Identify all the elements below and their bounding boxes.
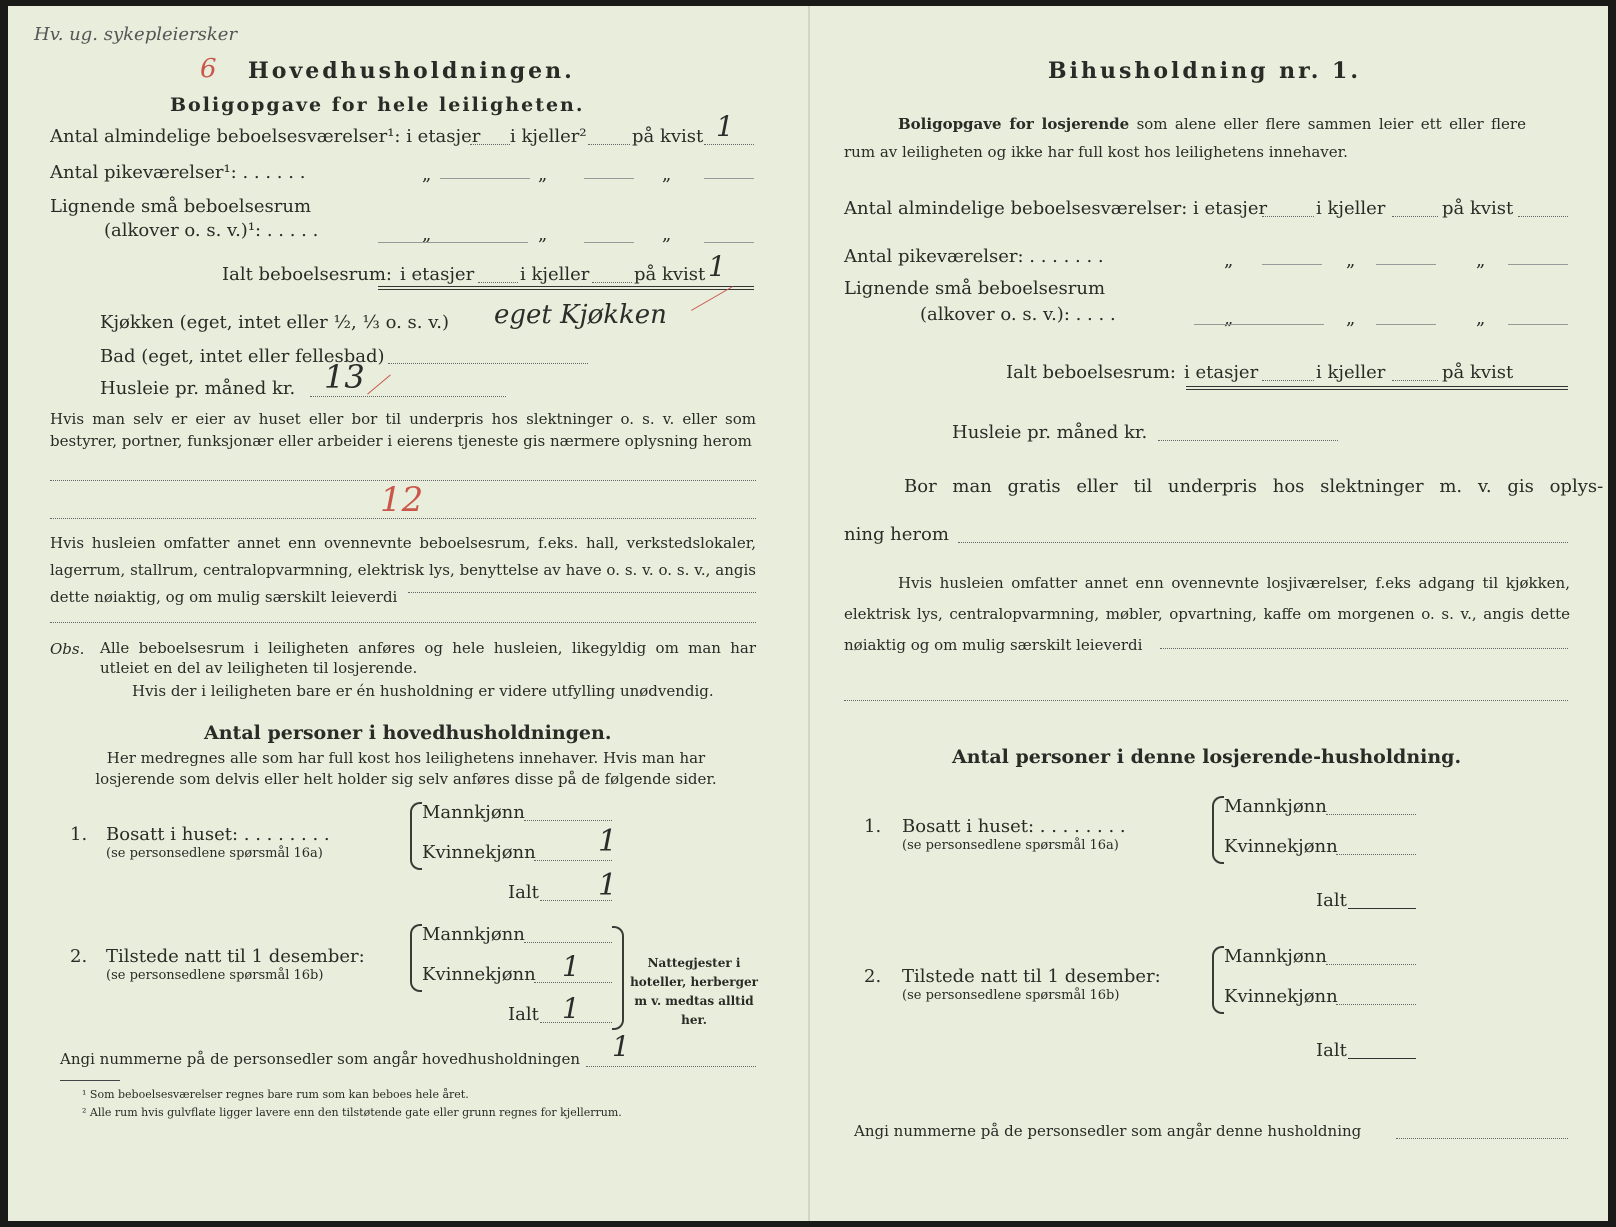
q1-male-field[interactable] xyxy=(524,820,612,821)
q2-total-label: Ialt xyxy=(508,1004,539,1025)
small-rooms-floors-field xyxy=(378,242,528,243)
r-maid-rooms-cellar-field xyxy=(1376,264,1436,265)
intro-rest: som alene eller flere sammen leier ett eller flere rum av leiligheten og ikke har full kost hos leilighetens innehaver. xyxy=(844,115,1526,161)
obs-label: Obs. xyxy=(50,640,85,658)
q1-total-value: 1 xyxy=(598,868,618,903)
r-q2-sub: (se personsedlene spørsmål 16b) xyxy=(902,988,1120,1003)
footnote-1: ¹ Som beboelsesværelser regnes bare rum som kan beboes hele året. xyxy=(82,1088,469,1101)
q2-female-value: 1 xyxy=(562,950,580,983)
r-total-rooms-label: Ialt beboelsesrum: xyxy=(1006,362,1176,383)
r-alcove-label: (alkover o. s. v.): . . . . xyxy=(920,304,1116,325)
total-underline xyxy=(378,286,754,287)
r-small-rooms-cellar-field xyxy=(1376,324,1436,325)
r-q1-female-label: Kvinnekjønn xyxy=(1224,836,1338,857)
persons-note: Her medregnes alle som har full kost hos leilighetens innehaver. Hvis man har losjerende som delvis eller helt holder sig selv anføres disse på de følgende sider. xyxy=(95,749,717,788)
total-cellar-label: i kjeller xyxy=(520,264,590,285)
r-q2-female-label: Kvinnekjønn xyxy=(1224,986,1338,1007)
r-person-numbers-label: Angi nummerne på de personsedler som angår denne husholdning xyxy=(854,1122,1362,1140)
rent-value: 13 xyxy=(324,358,365,396)
rooms-cellar-label: i kjeller² xyxy=(510,126,587,147)
r-extra-services-field[interactable] xyxy=(1160,648,1568,649)
r-q2-number: 2. xyxy=(864,966,882,987)
total-floors-label: i etasjer xyxy=(400,264,475,285)
r-small-rooms-attic-field xyxy=(1508,324,1568,325)
r-extra-services-note: Hvis husleien omfatter annet enn ovennevnte losjiværelser, f.eks adgang til kjøkken, elektrisk lys, centralopvarmning, møbler, opvartning, kaffe om morgenen o. s. v., angis dette nøiaktig og om mulig særskilt leieverdi xyxy=(844,574,1570,654)
r-rooms-ordinary-label: Antal almindelige beboelsesværelser: i etasjer xyxy=(844,198,1268,219)
total-underline-double xyxy=(378,289,754,290)
r-q1-brace xyxy=(1212,796,1224,864)
page-fold xyxy=(808,6,810,1221)
maid-rooms-label: Antal pikeværelser¹: . . . . . . xyxy=(50,162,306,183)
q1-total-label: Ialt xyxy=(508,882,539,903)
r-q2-label: Tilstede natt til 1 desember: xyxy=(902,966,1161,987)
ditto-mark: „ xyxy=(538,164,548,185)
person-numbers-field[interactable] xyxy=(586,1066,756,1067)
footnote-rule xyxy=(60,1080,120,1081)
owner-note: Hvis man selv er eier av huset eller bor til underpris hos slektninger o. s. v. eller som bestyrer, portner, funksjonær eller arbeider i eierens tjeneste gis nærmere oplysning herom xyxy=(50,410,756,450)
r-q1-female-field[interactable] xyxy=(1336,854,1416,855)
r-total-cellar-field[interactable] xyxy=(1392,380,1438,381)
r-small-rooms-label: Lignende små beboelsesrum xyxy=(844,278,1106,299)
rooms-ordinary-label: Antal almindelige beboelsesværelser¹: i etasjer xyxy=(50,126,481,147)
r-rooms-attic-field[interactable] xyxy=(1518,216,1568,217)
r-total-floors-label: i etasjer xyxy=(1184,362,1259,383)
ditto-mark: „ xyxy=(422,164,432,185)
r-q1-male-label: Mannkjønn xyxy=(1224,796,1327,817)
person-numbers-value: 1 xyxy=(612,1030,630,1063)
small-rooms-cellar-field xyxy=(584,242,634,243)
q2-male-label: Mannkjønn xyxy=(422,924,525,945)
q1-female-value: 1 xyxy=(598,824,618,859)
r-maid-rooms-floors-field xyxy=(1262,264,1322,265)
q1-brace xyxy=(410,802,422,870)
r-free-note-field[interactable] xyxy=(958,542,1568,543)
total-attic-value: 1 xyxy=(708,250,726,283)
r-rooms-floors-field[interactable] xyxy=(1262,216,1314,217)
extra-services-field-2[interactable] xyxy=(50,622,756,623)
total-cellar-field[interactable] xyxy=(592,282,632,283)
persons-heading: Antal personer i hovedhusholdningen. xyxy=(204,722,612,744)
q2-number: 2. xyxy=(70,946,88,967)
r-q1-total-field[interactable] xyxy=(1348,908,1416,909)
maid-rooms-cellar-field xyxy=(584,178,634,179)
handwritten-mark-6: 6 xyxy=(200,54,217,84)
r-q1-male-field[interactable] xyxy=(1326,814,1416,815)
r-q1-label: Bosatt i huset: . . . . . . . . xyxy=(902,816,1126,837)
q2-brace xyxy=(410,924,422,992)
r-total-underline-double xyxy=(1186,389,1568,390)
subhousehold-intro xyxy=(844,110,1526,166)
r-q1-total-label: Ialt xyxy=(1316,890,1347,911)
r-persons-heading: Antal personer i denne losjerende-husholdning. xyxy=(952,746,1462,768)
rent-label: Husleie pr. måned kr. xyxy=(100,378,296,399)
ditto-mark: „ xyxy=(662,224,672,245)
r-rent-field[interactable] xyxy=(1158,440,1338,441)
ditto-mark: „ xyxy=(1224,250,1234,271)
footnote-2: ² Alle rum hvis gulvflate ligger lavere enn den tilstøtende gate eller grunn regnes for kjellerrum. xyxy=(82,1106,622,1119)
rent-field[interactable] xyxy=(310,396,506,397)
q1-sub: (se personsedlene spørsmål 16a) xyxy=(106,846,323,861)
r-total-floors-field[interactable] xyxy=(1262,380,1314,381)
q2-label: Tilstede natt til 1 desember: xyxy=(106,946,365,967)
kitchen-label: Kjøkken (eget, intet eller ½, ⅓ o. s. v.) xyxy=(100,312,449,333)
rooms-attic-label: på kvist xyxy=(632,126,704,147)
total-rooms-label: Ialt beboelsesrum: xyxy=(222,264,392,285)
ditto-mark: „ xyxy=(1476,308,1486,329)
r-total-underline xyxy=(1186,386,1568,387)
r-free-note-a: Bor man gratis eller til underpris hos slektninger m. v. gis oplys- xyxy=(904,476,1604,497)
ditto-mark: „ xyxy=(1224,308,1234,329)
handwritten-header: Hv. ug. sykepleiersker xyxy=(34,24,238,45)
q1-female-label: Kvinnekjønn xyxy=(422,842,536,863)
owner-note-field-2[interactable] xyxy=(50,518,756,519)
r-q1-number: 1. xyxy=(864,816,882,837)
subhousehold-title: Bihusholdning nr. 1. xyxy=(1048,58,1361,84)
r-rooms-cellar-label: i kjeller xyxy=(1316,198,1386,219)
r-q2-male-label: Mannkjønn xyxy=(1224,946,1327,967)
bath-field[interactable] xyxy=(388,363,588,364)
rooms-floors-field[interactable] xyxy=(470,144,510,145)
q2-total-value: 1 xyxy=(562,992,580,1025)
rooms-attic-field[interactable] xyxy=(704,144,754,145)
r-q2-brace xyxy=(1212,946,1224,1014)
ditto-mark: „ xyxy=(662,164,672,185)
ditto-mark: „ xyxy=(538,224,548,245)
small-rooms-attic-field xyxy=(704,242,754,243)
r-q2-male-field[interactable] xyxy=(1326,964,1416,965)
q1-number: 1. xyxy=(70,824,88,845)
r-maid-rooms-label: Antal pikeværelser: . . . . . . . xyxy=(844,246,1104,267)
r-free-note-b: ning herom xyxy=(844,524,949,545)
q2-sub: (se personsedlene spørsmål 16b) xyxy=(106,968,324,983)
r-rooms-attic-label: på kvist xyxy=(1442,198,1514,219)
ditto-mark: „ xyxy=(1346,250,1356,271)
alcove-label: (alkover o. s. v.)¹: . . . . . xyxy=(104,220,319,241)
intro-bold: Boligopgave for losjerende xyxy=(898,115,1130,133)
r-person-numbers-field[interactable] xyxy=(1396,1138,1568,1139)
r-extra-services-field-2[interactable] xyxy=(844,700,1568,701)
q1-male-label: Mannkjønn xyxy=(422,802,525,823)
kitchen-value: eget Kjøkken xyxy=(494,300,667,330)
census-form-sheet xyxy=(8,6,1608,1221)
extra-services-note: Hvis husleien omfatter annet enn ovennevnte beboelsesrum, f.eks. hall, verkstedslokaler, lagerrum, stallrum, centralopvarmning, elektrisk lys, benyttelse av have o. s. v. o. s. v., angis dette nøiaktig, og om mulig særskilt leieverdi xyxy=(50,534,756,606)
maid-rooms-attic-field xyxy=(704,178,754,179)
r-q2-total-field[interactable] xyxy=(1348,1058,1416,1059)
obs-text: Alle beboelsesrum i leiligheten anføres og hele husleien, likegyldig om man har utleiet en del av leiligheten til losjerende. xyxy=(100,639,756,677)
q1-female-field[interactable] xyxy=(534,860,612,861)
q2-male-field[interactable] xyxy=(524,942,612,943)
person-numbers-label: Angi nummerne på de personsedler som angår hovedhusholdningen xyxy=(60,1050,580,1068)
extra-services-field[interactable] xyxy=(408,592,756,593)
r-total-cellar-label: i kjeller xyxy=(1316,362,1386,383)
rooms-attic-value: 1 xyxy=(716,110,734,143)
r-maid-rooms-attic-field xyxy=(1508,264,1568,265)
r-rent-label: Husleie pr. måned kr. xyxy=(952,422,1148,443)
rooms-cellar-field[interactable] xyxy=(588,144,630,145)
r-rooms-cellar-field[interactable] xyxy=(1392,216,1438,217)
page-subtitle: Boligopgave for hele leiligheten. xyxy=(170,94,585,116)
total-floors-field[interactable] xyxy=(478,282,518,283)
r-q2-total-label: Ialt xyxy=(1316,1040,1347,1061)
obs-text-2: Hvis der i leiligheten bare er én husholdning er videre utfylling unødvendig. xyxy=(132,682,714,700)
r-total-attic-label: på kvist xyxy=(1442,362,1514,383)
total-attic-label: på kvist xyxy=(634,264,706,285)
night-guests-note: Nattegjester i hoteller, herberger m v. medtas alltid her. xyxy=(630,956,758,1027)
ditto-mark: „ xyxy=(1346,308,1356,329)
ditto-mark: „ xyxy=(1476,250,1486,271)
maid-rooms-floors-field xyxy=(440,178,530,179)
q1-label: Bosatt i huset: . . . . . . . . xyxy=(106,824,330,845)
r-q1-sub: (se personsedlene spørsmål 16a) xyxy=(902,838,1119,853)
r-q2-female-field[interactable] xyxy=(1336,1004,1416,1005)
q2-female-label: Kvinnekjønn xyxy=(422,964,536,985)
red-slash-mark xyxy=(367,374,391,394)
handwritten-12: 12 xyxy=(380,480,424,520)
r-small-rooms-floors-field xyxy=(1194,324,1324,325)
page-title: Hovedhusholdningen. xyxy=(248,58,575,84)
night-brace xyxy=(612,926,624,1030)
small-rooms-label: Lignende små beboelsesrum xyxy=(50,196,312,217)
ditto-mark: „ xyxy=(422,224,432,245)
bath-label: Bad (eget, intet eller fellesbad) xyxy=(100,346,385,367)
